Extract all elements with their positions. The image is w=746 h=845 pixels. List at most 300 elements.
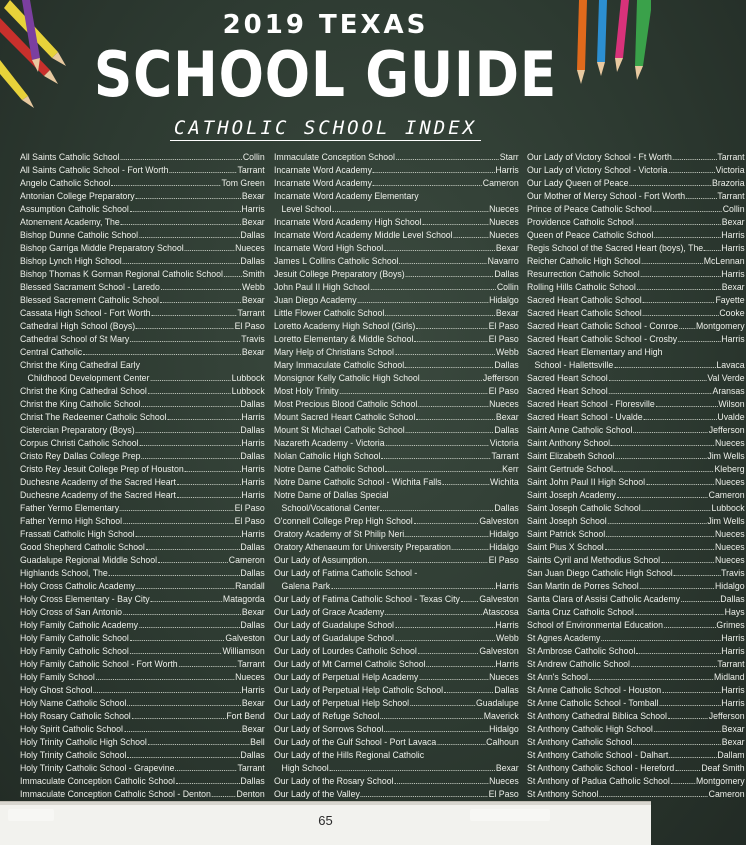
- index-entry: [20, 567, 265, 580]
- county-name: Uvalde: [717, 412, 745, 422]
- index-entry: [527, 554, 745, 567]
- county-name: Lubbock: [231, 386, 265, 396]
- index-entry: [527, 684, 745, 697]
- dot-leader: [132, 710, 226, 719]
- county-name: Kleberg: [714, 464, 745, 474]
- school-name: Our Lady of Perpetual Help Academy: [273, 672, 418, 682]
- index-entry: [20, 502, 265, 515]
- index-entry: [527, 398, 745, 411]
- index-entry: [274, 515, 519, 528]
- school-name: John Paul II High School: [273, 282, 370, 292]
- school-name: St Agnes Academy: [527, 633, 601, 643]
- school-name: Father Yermo High School: [20, 516, 123, 526]
- dot-leader: [141, 450, 239, 459]
- county-name: Harris: [721, 685, 745, 695]
- county-name: Dallas: [494, 425, 519, 435]
- index-entry: [527, 216, 745, 229]
- county-name: Aransas: [712, 386, 745, 396]
- county-name: Dallas: [240, 425, 265, 435]
- dot-leader: [185, 242, 234, 251]
- school-name: Holy Cross Elementary - Bay City: [20, 594, 150, 604]
- dot-leader: [127, 749, 239, 758]
- school-name: Notre Dame of Dallas Special: [273, 490, 389, 500]
- dot-leader: [167, 411, 240, 420]
- county-name: Randall: [235, 581, 265, 591]
- school-name: Cathedral High School (Boys): [20, 321, 136, 331]
- county-name: Bexar: [241, 347, 265, 357]
- county-name: Harris: [495, 659, 519, 669]
- index-entry: [274, 567, 519, 580]
- index-entry: [527, 606, 745, 619]
- county-name: Harris: [721, 243, 745, 253]
- index-entry: [20, 424, 265, 437]
- index-entry: [20, 671, 265, 684]
- school-name: Our Lady of Grace Academy: [273, 607, 384, 617]
- school-name: Saint John Paul II High School: [527, 477, 646, 487]
- dot-leader: [332, 203, 488, 212]
- index-entry: [274, 593, 519, 606]
- index-entry: [20, 294, 265, 307]
- county-name: El Paso: [488, 386, 519, 396]
- index-entry: [527, 229, 745, 242]
- county-name: Collin: [242, 152, 265, 162]
- index-entry: [274, 424, 519, 437]
- county-name: Brazoria: [712, 178, 745, 188]
- dot-leader: [370, 281, 495, 290]
- index-entry: [20, 723, 265, 736]
- index-entry: [527, 385, 745, 398]
- school-name: Antonian College Preparatory: [20, 191, 135, 201]
- index-entry: [20, 463, 265, 476]
- index-entry: [274, 385, 519, 398]
- index-entry: [20, 216, 265, 229]
- index-entry: [527, 346, 745, 359]
- index-subtitle: [0, 117, 651, 139]
- school-name: Saint Joseph School: [527, 516, 607, 526]
- dot-leader: [646, 476, 714, 485]
- school-name: Holy Trinity Catholic High School: [20, 737, 147, 747]
- school-name: Sacred Heart Catholic School - Crosby: [527, 334, 678, 344]
- dot-leader: [148, 736, 249, 745]
- school-name: Cristo Rey Jesuit College Prep of Houston: [20, 464, 184, 474]
- index-entry: [20, 346, 265, 359]
- dot-leader: [641, 268, 721, 277]
- county-name: Harris: [241, 685, 265, 695]
- school-name: Childhood Development Center: [27, 373, 150, 383]
- school-name: All Saints Catholic School - Fort Worth: [20, 165, 169, 175]
- school-name: Sacred Heart Catholic School - Conroe: [527, 321, 679, 331]
- index-entry: [527, 502, 745, 515]
- index-entry: [274, 710, 519, 723]
- school-name: Frassati Catholic High School: [20, 529, 135, 539]
- county-name: Tarrant: [237, 308, 265, 318]
- dot-leader: [179, 658, 237, 667]
- school-name: Monsignor Kelly Catholic High School: [273, 373, 420, 383]
- index-entry: [527, 736, 745, 749]
- county-name: Dallam: [717, 750, 745, 760]
- dot-leader: [644, 411, 717, 420]
- school-name: Duchesne Academy of the Sacred Heart: [20, 477, 176, 487]
- dot-leader: [396, 151, 499, 160]
- index-entry: [527, 307, 745, 320]
- index-entry: [274, 333, 519, 346]
- school-name: Holy Trinity Catholic School: [20, 750, 127, 760]
- index-entry: [527, 541, 745, 554]
- county-name: Guadalupe: [475, 698, 519, 708]
- index-entry: [20, 515, 265, 528]
- county-name: Nueces: [715, 477, 745, 487]
- school-name: Cristo Rey Dallas College Prep: [20, 451, 141, 461]
- dot-leader: [395, 346, 495, 355]
- county-name: El Paso: [488, 555, 519, 565]
- dot-leader: [608, 515, 707, 524]
- index-entry: [527, 749, 745, 762]
- county-name: Wilson: [718, 399, 745, 409]
- dot-leader: [589, 671, 713, 680]
- dot-leader: [654, 229, 720, 238]
- dot-leader: [614, 359, 715, 368]
- index-entry: [527, 333, 745, 346]
- dot-leader: [405, 424, 493, 433]
- school-name: Holy Family Catholic School - Fort Worth: [20, 659, 178, 669]
- index-entry: [20, 151, 265, 164]
- index-entry: [527, 671, 745, 684]
- school-name: Sacred Heart School: [527, 386, 608, 396]
- school-name: Our Lady of Victory School - Ft Worth: [527, 152, 673, 162]
- index-entry: [527, 489, 745, 502]
- dot-leader: [394, 775, 488, 784]
- index-entry: [20, 606, 265, 619]
- index-entry: [20, 437, 265, 450]
- school-name: Holy Cross of San Antonio: [20, 607, 123, 617]
- index-entry: [274, 307, 519, 320]
- school-name: School of Environmental Education: [527, 620, 664, 630]
- school-name: Christ the King Catholic School: [20, 399, 141, 409]
- dot-leader: [139, 229, 239, 238]
- school-name: Nazareth Academy - Victoria: [273, 438, 385, 448]
- index-entry: [274, 372, 519, 385]
- dot-leader: [130, 645, 222, 654]
- index-entry: [274, 164, 519, 177]
- school-name: Prince of Peace Catholic School: [527, 204, 653, 214]
- dot-leader: [384, 723, 488, 732]
- county-name: Tarrant: [237, 763, 265, 773]
- school-name: Our Lady of Victory School - Victoria: [527, 165, 668, 175]
- index-entry: [274, 788, 519, 801]
- county-name: Hidalgo: [488, 542, 519, 552]
- school-name: Christ the King Cathedral Early: [20, 360, 140, 370]
- county-name: Jim Wells: [707, 516, 745, 526]
- index-entry: [20, 749, 265, 762]
- school-name: Nolan Catholic High School: [273, 451, 381, 461]
- page-title: SCHOOL GUIDE: [93, 38, 558, 111]
- index-entry: [274, 450, 519, 463]
- dot-leader: [611, 437, 714, 446]
- county-name: Harris: [721, 334, 745, 344]
- index-entry: [20, 411, 265, 424]
- school-name: Rolling Hills Catholic School: [527, 282, 637, 292]
- dot-leader: [419, 671, 488, 680]
- dot-leader: [185, 463, 241, 472]
- county-name: Harris: [721, 698, 745, 708]
- dot-leader: [331, 580, 494, 589]
- index-entry: [20, 489, 265, 502]
- index-entry: [274, 359, 519, 372]
- county-name: Harris: [495, 581, 519, 591]
- index-entry: [20, 320, 265, 333]
- county-name: Webb: [242, 282, 265, 292]
- county-name: Dallas: [240, 542, 265, 552]
- county-name: Cameron: [482, 178, 519, 188]
- dot-leader: [668, 710, 708, 719]
- county-name: Lubbock: [231, 373, 265, 383]
- dot-leader: [136, 320, 234, 329]
- school-name: Loretto Academy High School (Girls): [273, 321, 415, 331]
- county-name: Starr: [499, 152, 519, 162]
- county-name: Nueces: [715, 542, 745, 552]
- county-name: Dallas: [494, 503, 519, 513]
- dot-leader: [609, 385, 712, 394]
- county-name: Jefferson: [709, 425, 745, 435]
- dot-leader: [395, 619, 495, 628]
- county-name: Nueces: [488, 672, 519, 682]
- index-entry: [274, 775, 519, 788]
- school-name: Incarnate Word Academy High School: [273, 217, 422, 227]
- index-entry: [527, 450, 745, 463]
- index-entry: [20, 203, 265, 216]
- index-entry: [527, 424, 745, 437]
- school-name: Mount Sacred Heart Catholic School: [273, 412, 415, 422]
- dot-leader: [426, 658, 494, 667]
- dot-leader: [602, 632, 721, 641]
- index-entry: [20, 177, 265, 190]
- school-name: Our Lady of Perpetual Help School: [273, 698, 409, 708]
- county-name: Dallas: [240, 230, 265, 240]
- county-name: Harris: [721, 646, 745, 656]
- county-name: Nueces: [488, 230, 519, 240]
- school-name: Queen of Peace Catholic School: [527, 230, 654, 240]
- index-entry: [274, 762, 519, 775]
- index-entry: [274, 671, 519, 684]
- school-name: Our Mother of Mercy School - Fort Worth: [527, 191, 686, 201]
- school-name: Saint Gertrude School: [527, 464, 614, 474]
- county-name: Val Verde: [707, 373, 745, 383]
- dot-leader: [160, 294, 241, 303]
- index-entry: [20, 268, 265, 281]
- index-entry: [274, 580, 519, 593]
- county-name: Hays: [724, 607, 745, 617]
- school-name: Holy Trinity Catholic School - Grapevine: [20, 763, 175, 773]
- county-name: Galveston: [478, 646, 519, 656]
- index-entry: [527, 190, 745, 203]
- dot-leader: [642, 255, 703, 264]
- county-name: Harris: [495, 620, 519, 630]
- school-name: St Anthony of Padua Catholic School: [527, 776, 671, 786]
- index-entry: [20, 190, 265, 203]
- index-entry: [274, 229, 519, 242]
- year-line: 2019 TEXAS: [222, 10, 429, 40]
- dot-leader: [444, 684, 493, 693]
- index-entry: [274, 554, 519, 567]
- county-name: El Paso: [488, 334, 519, 344]
- index-entry: [527, 762, 745, 775]
- school-name: Oratory Academy of St Philip Neri: [273, 529, 404, 539]
- index-entry: [527, 580, 745, 593]
- school-name: Saints Cyril and Methodius School: [527, 555, 661, 565]
- dot-leader: [417, 645, 478, 654]
- dot-leader: [176, 775, 240, 784]
- county-name: Deaf Smith: [701, 763, 745, 773]
- dot-leader: [121, 151, 242, 160]
- county-name: Dallas: [240, 620, 265, 630]
- school-name: Our Lady of Perpetual Help Catholic School: [273, 685, 443, 695]
- index-entry: [274, 190, 519, 203]
- index-entry: [527, 164, 745, 177]
- county-name: Bexar: [495, 763, 519, 773]
- school-name: Atonement Academy, The: [20, 217, 120, 227]
- county-name: Hidalgo: [488, 529, 519, 539]
- dot-leader: [175, 762, 236, 771]
- school-name: Incarnate Word Academy Elementary: [273, 191, 419, 201]
- dot-leader: [385, 437, 488, 446]
- dot-leader: [151, 593, 222, 602]
- county-name: Bell: [250, 737, 265, 747]
- index-entry: [20, 281, 265, 294]
- dot-leader: [673, 151, 717, 160]
- school-name: Holy Family Catholic Academy: [20, 620, 139, 630]
- county-name: Nueces: [488, 204, 519, 214]
- dot-leader: [109, 567, 240, 576]
- dot-leader: [640, 580, 714, 589]
- county-name: Bexar: [241, 698, 265, 708]
- school-name: Immaculate Conception School: [273, 152, 395, 162]
- county-name: Matagorda: [222, 594, 265, 604]
- county-name: Fayette: [715, 295, 745, 305]
- dot-leader: [177, 476, 241, 485]
- dot-leader: [674, 567, 721, 576]
- county-name: Maverick: [483, 711, 519, 721]
- index-entry: [20, 398, 265, 411]
- index-entry: [20, 775, 265, 788]
- county-name: Harris: [241, 464, 265, 474]
- school-name: Saint Elizabeth School: [527, 451, 615, 461]
- school-name: Notre Dame Catholic School - Wichita Falls: [273, 477, 442, 487]
- index-entry: [274, 177, 519, 190]
- county-name: Harris: [721, 230, 745, 240]
- dot-leader: [636, 645, 720, 654]
- index-entry: [274, 268, 519, 281]
- county-name: Lavaca: [716, 360, 745, 370]
- index-column-1: [20, 151, 266, 801]
- county-name: Harris: [721, 269, 745, 279]
- index-entry: [274, 346, 519, 359]
- index-entry: [274, 437, 519, 450]
- dot-leader: [169, 164, 236, 173]
- school-name: Good Shepherd Catholic School: [20, 542, 145, 552]
- school-name: St Anthony School: [527, 789, 599, 799]
- dot-leader: [96, 671, 234, 680]
- index-entry: [20, 736, 265, 749]
- school-name: Oratory Athenaeum for University Preparation: [273, 542, 451, 552]
- index-entry: [20, 450, 265, 463]
- county-name: Nueces: [488, 399, 519, 409]
- dot-leader: [123, 515, 234, 524]
- dot-leader: [148, 385, 231, 394]
- school-name: St Anthony Cathedral Biblica School: [527, 711, 668, 721]
- index-entry: [274, 489, 519, 502]
- school-name: St Anthony Catholic School: [527, 737, 633, 747]
- dot-leader: [416, 320, 487, 329]
- dot-leader: [670, 749, 717, 758]
- dot-leader: [660, 697, 721, 706]
- index-entry: [274, 619, 519, 632]
- dot-leader: [373, 177, 482, 186]
- county-name: Bexar: [721, 724, 745, 734]
- county-name: McLennan: [703, 256, 745, 266]
- school-name: Juan Diego Academy: [273, 295, 357, 305]
- school-name: Jesuit College Preparatory (Boys): [273, 269, 405, 279]
- school-name: Angelo Catholic School: [20, 178, 111, 188]
- school-name: St Anthony Catholic High School: [527, 724, 654, 734]
- dot-leader: [414, 333, 487, 342]
- index-entry: [20, 697, 265, 710]
- index-entry: [20, 476, 265, 489]
- school-name: San Juan Diego Catholic High School: [527, 568, 673, 578]
- dot-leader: [686, 190, 716, 199]
- dot-leader: [399, 255, 486, 264]
- county-name: Tarrant: [491, 451, 519, 461]
- school-name: Mary Help of Christians School: [273, 347, 394, 357]
- school-name: Bishop Dunne Catholic School: [20, 230, 139, 240]
- index-entry: [20, 307, 265, 320]
- school-name: Immaculate Conception Catholic School - Denton: [20, 789, 211, 799]
- county-name: Hidalgo: [715, 581, 745, 591]
- county-name: Galveston: [478, 594, 519, 604]
- dot-leader: [405, 359, 493, 368]
- county-name: Tom Green: [221, 178, 265, 188]
- school-name: Sacred Heart School: [527, 373, 608, 383]
- dot-leader: [635, 606, 724, 615]
- dot-leader: [678, 333, 720, 342]
- school-name: Sacred Heart Catholic School: [527, 308, 642, 318]
- county-name: Cameron: [708, 490, 745, 500]
- dot-leader: [384, 242, 495, 251]
- school-name: Cathedral School of St Mary: [20, 334, 130, 344]
- dot-leader: [120, 502, 234, 511]
- county-name: Bexar: [241, 295, 265, 305]
- dot-leader: [339, 385, 487, 394]
- index-entry: [274, 723, 519, 736]
- index-entry: [20, 762, 265, 775]
- school-name: Assumption Catholic School: [20, 204, 129, 214]
- county-name: Collin: [496, 282, 519, 292]
- index-entry: [274, 606, 519, 619]
- school-name: Level School: [281, 204, 332, 214]
- dot-leader: [704, 242, 720, 251]
- dot-leader: [130, 333, 240, 342]
- dot-leader: [614, 463, 714, 472]
- school-name: Providence Catholic School: [527, 217, 635, 227]
- school-name: Sacred Heart Elementary and High: [527, 347, 663, 357]
- index-entry: [527, 723, 745, 736]
- dot-leader: [634, 424, 708, 433]
- county-name: Jefferson: [482, 373, 519, 383]
- dot-leader: [617, 489, 708, 498]
- county-name: Victoria: [489, 438, 519, 448]
- dot-leader: [416, 411, 495, 420]
- school-name: Duchesne Academy of the Sacred Heart: [20, 490, 176, 500]
- school-name: Galena Park: [281, 581, 330, 591]
